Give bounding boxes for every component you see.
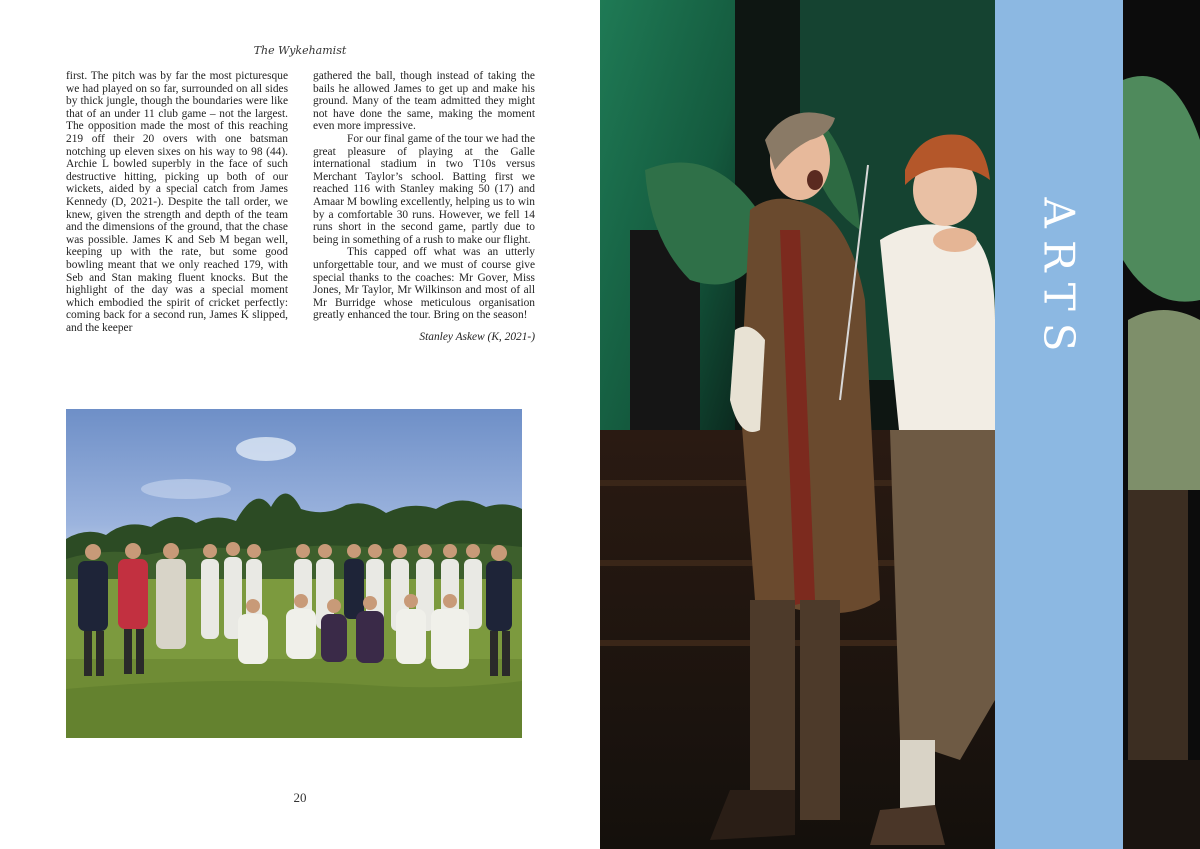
paragraph: For our final game of the tour we had the great pleasure of playing at the Galle international stadium in two T10s versus Merchant Taylor’s school. Batting first we reached 116 with Stanley making 50 (17) and Amaar M bowling excellently, helping us to win by a comfortable 30 runs. However, we fell 14 runs short in the second game, partly due to being in something of a rush to make our flight.: [313, 132, 535, 246]
running-head: The Wykehamist: [253, 44, 347, 57]
right-page: [600, 0, 1200, 849]
author-byline: Stanley Askew (K, 2021-): [419, 330, 535, 343]
page-number: 20: [293, 790, 307, 805]
paragraph: first. The pitch was by far the most picturesque we had played on so far, surrounded on all sides by thick jungle, though the boundaries were like that of an under 11 club game – not the largest. The opposition made the most of this reaching 219 off their 20 overs with one batsman notching up eleven sixes on his way to 98 (44). Archie L bowled superbly in the face of such destructive hitting, picking up both of our wickets, aided by a special catch from James Kennedy (D, 2021-). Despite the tall order, we knew, given the strength and depth of the team and the dimensions of the ground, that the chase was possible. James K and Seb M began well, keeping up with the rate, but some good bowling meant that we only reached 179, with Seb and Stan making fluent knocks. But the highlight of the day was a special moment which embodied the spirit of cricket perfectly: coming back for a second run, James K slipped, and the keeper: [66, 70, 288, 334]
text-column-2: [313, 70, 535, 343]
stage-photo-edge: [1123, 0, 1200, 849]
team-group-photo: [66, 409, 522, 738]
text-column-1: [66, 70, 288, 334]
section-title: [995, 195, 1123, 365]
section-title-text: ARTS: [1034, 196, 1084, 364]
arts-section-band: [995, 0, 1123, 849]
paragraph: gathered the ball, though instead of taking the bails he allowed James to get up and make his ground. Many of the team admitted they might not have done the same, making the moment even more impressive.: [313, 70, 535, 133]
paragraph: This capped off what was an utterly unforgettable tour, and we must of course give special thanks to the coaches: Mr Gover, Miss Jones, Mr Taylor, Mr Wilkinson and most of all Mr Burridge whose meticulous organisation greatly enhanced the tour. Bring on the season!: [313, 246, 535, 322]
